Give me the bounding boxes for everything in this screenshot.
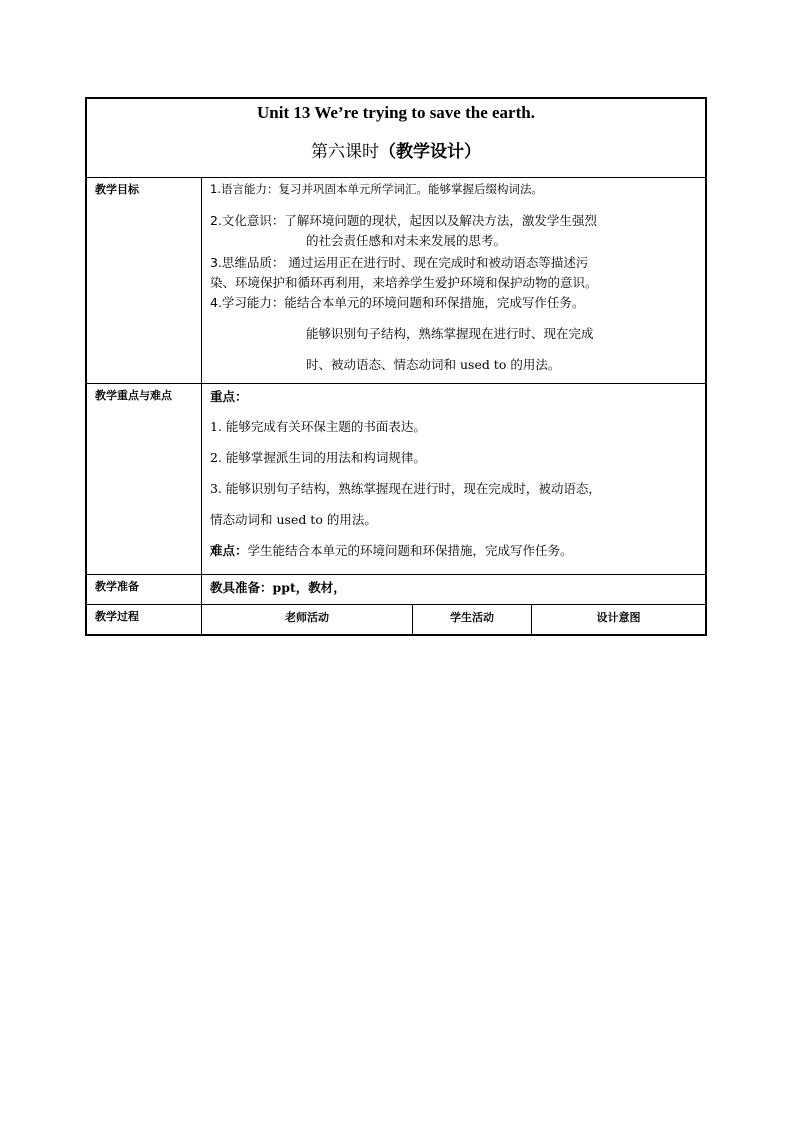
- objective-line: 的社会责任感和对未来发展的思考。: [306, 233, 507, 248]
- key-point-item: 1. 能够完成有关环保主题的书面表达。: [210, 419, 426, 434]
- process-row: [87, 605, 705, 634]
- difficulty-label: 难点：: [210, 543, 248, 558]
- preparation-row: [87, 575, 705, 605]
- title-english: Unit 13 We’re trying to save the earth.: [257, 103, 535, 122]
- objective-line: 1.语言能力：复习并巩固本单元所学词汇。能够掌握后缀构词法。: [210, 182, 543, 196]
- preparation-content: [202, 575, 705, 604]
- objective-line: 2.文化意识：了解环境问题的现状，起因以及解决方法，激发学生强烈: [210, 213, 597, 228]
- key-points-label: 教学重点与难点: [87, 384, 202, 574]
- title-chinese-bold: （教学设计）: [379, 142, 481, 162]
- key-point-item: 3. 能够识别句子结构，熟练掌握现在进行时，现在完成时，被动语态，: [210, 481, 601, 496]
- title-block: [87, 99, 705, 178]
- difficulty-text: 学生能结合本单元的环境问题和环保措施，完成写作任务。: [247, 543, 573, 558]
- key-point-item: 情态动词和 used to 的用法。: [210, 512, 377, 527]
- key-points-content: [202, 384, 705, 574]
- title-chinese-prefix: 第六课时: [311, 142, 379, 162]
- process-column-design: 设计意图: [596, 611, 641, 624]
- objectives-content: [202, 178, 705, 383]
- title-chinese: [87, 137, 705, 162]
- objective-line: 3.思维品质： 通过运用正在进行时、现在完成时和被动语态等描述污: [210, 255, 589, 270]
- preparation-bold-text: 教具准备：: [210, 580, 273, 595]
- process-column-student: 学生活动: [413, 605, 532, 634]
- key-points-row: [87, 384, 705, 575]
- preparation-label: 教学准备: [87, 575, 202, 604]
- process-column-teacher: 老师活动: [202, 605, 413, 634]
- process-label: 教学过程: [87, 605, 202, 634]
- objective-line: 时、被动语态、情态动词和 used to 的用法。: [306, 357, 561, 372]
- key-points-heading: 重点：: [210, 389, 248, 404]
- lesson-plan-table: [85, 97, 707, 636]
- difficulty-line: [210, 541, 573, 559]
- objective-line: 能够识别句子结构，熟练掌握现在进行时、现在完成: [306, 326, 594, 341]
- key-point-item: 2. 能够掌握派生词的用法和构词规律。: [210, 450, 426, 465]
- preparation-items: ppt，教材，: [272, 580, 346, 595]
- objectives-row: [87, 178, 705, 384]
- objective-line: 4.学习能力：能结合本单元的环境问题和环保措施，完成写作任务。: [210, 295, 585, 310]
- preparation-text: [210, 578, 346, 596]
- objectives-label: 教学目标: [87, 178, 202, 383]
- objective-line: 染、环境保护和循环再利用，来培养学生爱护环境和保护动物的意识。: [210, 275, 598, 290]
